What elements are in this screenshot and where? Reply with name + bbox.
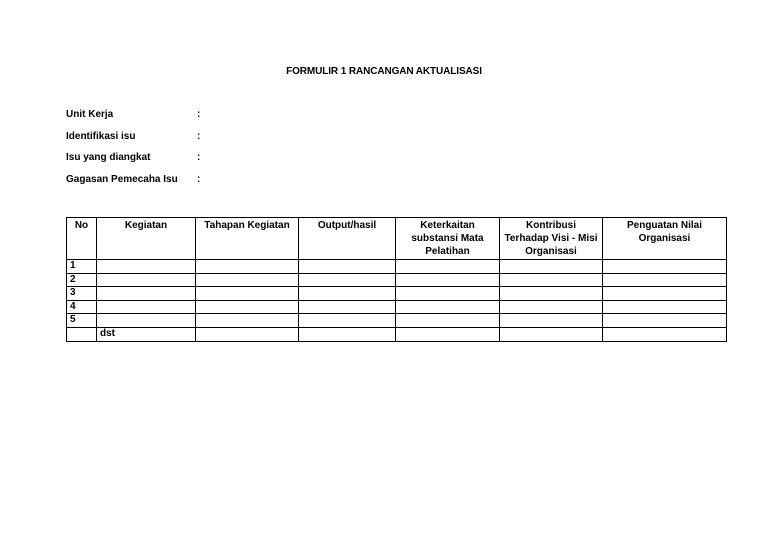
cell-empty — [196, 314, 299, 328]
field-isu-yang-diangkat — [66, 151, 366, 173]
field-colon: : — [197, 109, 201, 120]
cell-empty — [500, 327, 603, 341]
cell-empty — [603, 327, 727, 341]
table-row — [67, 300, 727, 314]
cell-kegiatan — [97, 260, 196, 274]
table-row — [67, 287, 727, 301]
table-row — [67, 327, 727, 341]
cell-kegiatan — [97, 314, 196, 328]
form-title: FORMULIR 1 RANCANGAN AKTUALISASI — [286, 66, 482, 77]
cell-no: 5 — [67, 314, 97, 328]
table-row — [67, 314, 727, 328]
aktualisasi-table — [66, 217, 727, 342]
cell-empty — [500, 260, 603, 274]
cell-empty — [396, 287, 500, 301]
cell-empty — [299, 327, 396, 341]
header-no: No — [67, 218, 97, 260]
header-penguatan-nilai: Penguatan Nilai Organisasi — [603, 218, 727, 260]
field-colon: : — [197, 130, 201, 142]
field-colon: : — [197, 152, 201, 163]
cell-empty — [299, 300, 396, 314]
cell-empty — [396, 327, 500, 341]
table-header-row — [67, 218, 727, 260]
cell-empty — [603, 287, 727, 301]
cell-empty — [500, 287, 603, 301]
cell-empty — [500, 314, 603, 328]
cell-empty — [299, 260, 396, 274]
cell-empty — [396, 260, 500, 274]
cell-empty — [396, 314, 500, 328]
field-label: Identifikasi isu — [66, 130, 136, 142]
field-colon: : — [197, 173, 201, 185]
cell-empty — [196, 300, 299, 314]
field-unit-kerja — [66, 108, 366, 130]
cell-empty — [196, 327, 299, 341]
header-tahapan-kegiatan: Tahapan Kegiatan — [196, 218, 299, 260]
cell-no: 1 — [67, 260, 97, 274]
cell-kegiatan — [97, 287, 196, 301]
cell-empty — [196, 273, 299, 287]
cell-no: 3 — [67, 287, 97, 301]
cell-empty — [299, 314, 396, 328]
field-label: Gagasan Pemecaha Isu — [66, 173, 178, 185]
table-row — [67, 260, 727, 274]
cell-empty — [500, 273, 603, 287]
cell-empty — [603, 314, 727, 328]
cell-empty — [396, 273, 500, 287]
form-fields — [66, 108, 366, 194]
cell-empty — [603, 260, 727, 274]
field-identifikasi-isu — [66, 130, 366, 152]
header-kegiatan: Kegiatan — [97, 218, 196, 260]
header-output-hasil: Output/hasil — [299, 218, 396, 260]
cell-empty — [396, 300, 500, 314]
header-keterkaitan-substansi: Keterkaitan substansi Mata Pelatihan — [396, 218, 500, 260]
cell-kegiatan — [97, 273, 196, 287]
cell-no — [67, 327, 97, 341]
cell-empty — [500, 300, 603, 314]
field-gagasan-pemecaha-isu — [66, 173, 366, 195]
field-label: Isu yang diangkat — [66, 152, 151, 163]
cell-no: 4 — [67, 300, 97, 314]
cell-empty — [603, 300, 727, 314]
cell-kegiatan — [97, 300, 196, 314]
header-kontribusi-visi-misi: Kontribusi Terhadap Visi - Misi Organisasi — [500, 218, 603, 260]
cell-empty — [196, 260, 299, 274]
field-label: Unit Kerja — [66, 109, 114, 120]
cell-empty — [299, 273, 396, 287]
cell-empty — [196, 287, 299, 301]
table-row — [67, 273, 727, 287]
cell-empty — [299, 287, 396, 301]
cell-kegiatan: dst — [97, 327, 196, 341]
cell-no: 2 — [67, 273, 97, 287]
cell-empty — [603, 273, 727, 287]
